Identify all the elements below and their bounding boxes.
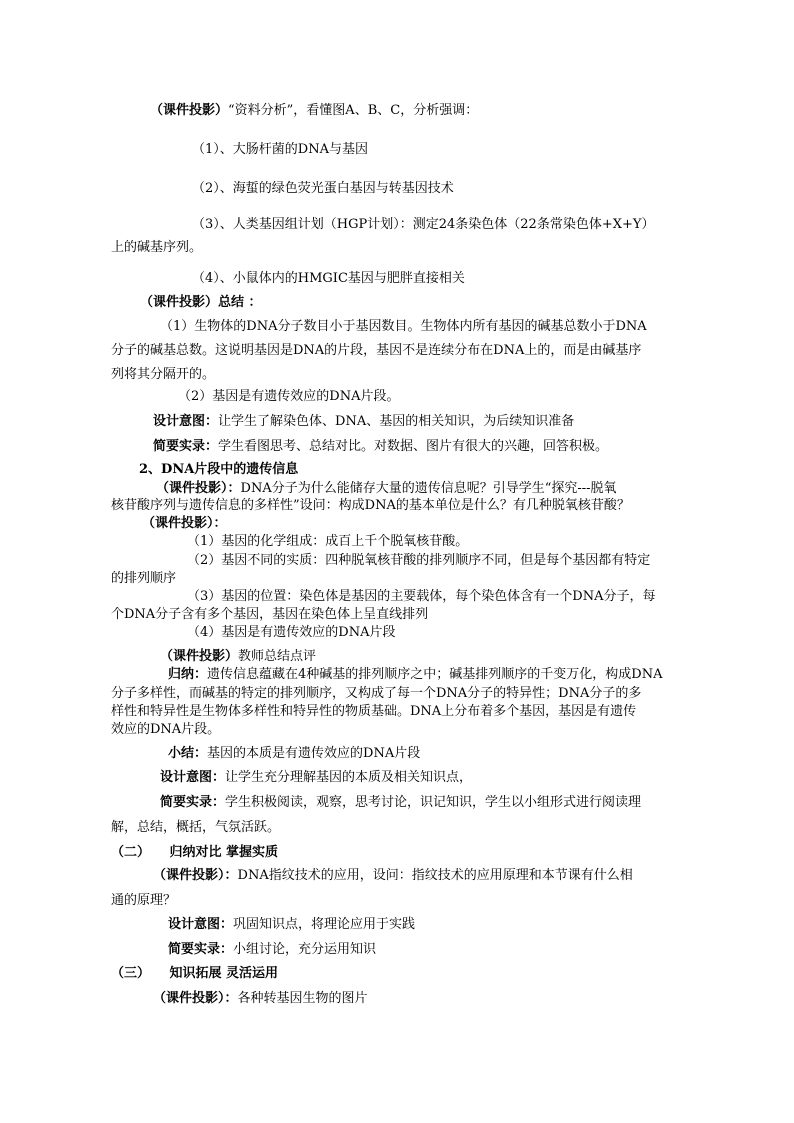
line-11: （2）基因是有遗传效应的DNA片段。 (178, 389, 400, 404)
line-16: 核苷酸序列与遗传信息的多样性”设问：构成DNA的基本单位是什么？有几种脱氧核苷酸？ (111, 498, 630, 513)
line-9: 分子的碱基总数。这说明基因是DNA的片段，基因不是连续分布在DNA上的，而是由碱基序 (111, 343, 642, 358)
line-21: （3）基因的位置：染色体是基因的主要载体，每个染色体含有一个DNA分子，每 (187, 589, 656, 604)
line-8: （1）生物体的DNA分子数目小于基因数目。生物体内所有基因的碱基总数小于DNA (160, 319, 647, 334)
line-29: 小结：基因的本质是有遗传效应的DNA片段 (168, 746, 421, 761)
line-15: （课件投影）：DNA分子为什么能储存大量的遗传信息呢？引导学生“探究---脱氧 (156, 481, 617, 496)
line-5: 上的碱基序列。 (111, 240, 203, 255)
line-34: （课件投影）：DNA指纹技术的应用，设问：指纹技术的应用原理和本节课有什么相 (153, 868, 633, 883)
line-35: 通的原理？ (111, 893, 177, 908)
line-24: （课件投影）教师总结点评 (160, 649, 317, 664)
line-38: （三） 知识拓展 灵活运用 (111, 966, 279, 981)
line-6: （4）、小鼠体内的HMGIC基因与肥胖直接相关 (192, 271, 465, 286)
line-7: （课件投影）总结 ： (140, 295, 262, 310)
line-33: （二） 归纳对比 掌握实质 (111, 845, 279, 860)
line-19: （2）基因不同的实质：四种脱氧核苷酸的排列顺序不同，但是每个基因都有特定 (187, 553, 651, 568)
line-2: （1）、大肠杆菌的DNA与基因 (192, 142, 368, 157)
line-37: 简要实录：小组讨论，充分运用知识 (168, 942, 377, 957)
line-14: 2、DNA片段中的遗传信息 (139, 462, 299, 477)
line-36: 设计意图：巩固知识点，将理论应用于实践 (168, 917, 416, 932)
line-25: 归纳：遗传信息蕴藏在4种碱基的排列顺序之中；碱基排列顺序的千变万化，构成DNA (168, 667, 663, 682)
line-10: 列将其分隔开的。 (111, 367, 216, 382)
line-23: （4）基因是有遗传效应的DNA片段 (187, 625, 396, 640)
line-18: （1）基因的化学组成：成百上千个脱氧核苷酸。 (187, 534, 469, 549)
line-12: 设计意图：让学生了解染色体、DNA、基因的相关知识，为后续知识准备 (153, 414, 575, 429)
line-22: 个DNA分子含有多个基因，基因在染色体上呈直线排列 (111, 607, 429, 622)
line-3: （2）、海蜇的绿色荧光蛋白基因与转基因技术 (192, 181, 454, 196)
line-1: （课件投影）“资料分析”，看懂图A、B、C，分析强调： (150, 103, 479, 118)
line-26: 分子多样性，而碱基的特定的排列顺序，又构成了每一个DNA分子的特异性；DNA分子的多 (111, 686, 642, 701)
line-27: 样性和特异性是生物体多样性和特异性的物质基础。DNA上分布着多个基因，基因是有遗传 (111, 704, 637, 719)
line-17: （课件投影）： (142, 516, 227, 531)
line-31: 简要实录：学生积极阅读，观察，思考讨论，识记知识，学生以小组形式进行阅读理 (160, 795, 642, 810)
line-32: 解，总结，概括，气氛活跃。 (111, 820, 281, 835)
line-4: （3）、人类基因组计划（HGP计划）：测定24条染色体（22条常染色体+X+Y） (192, 217, 655, 232)
line-13: 简要实录：学生看图思考、总结对比。对数据、图片有很大的兴趣，回答积极。 (153, 439, 609, 454)
line-28: 效应的DNA片段。 (111, 722, 221, 737)
line-30: 设计意图：让学生充分理解基因的本质及相关知识点， (160, 770, 473, 785)
line-39: （课件投影）：各种转基因生物的图片 (153, 991, 368, 1006)
line-20: 的排列顺序 (111, 571, 177, 586)
